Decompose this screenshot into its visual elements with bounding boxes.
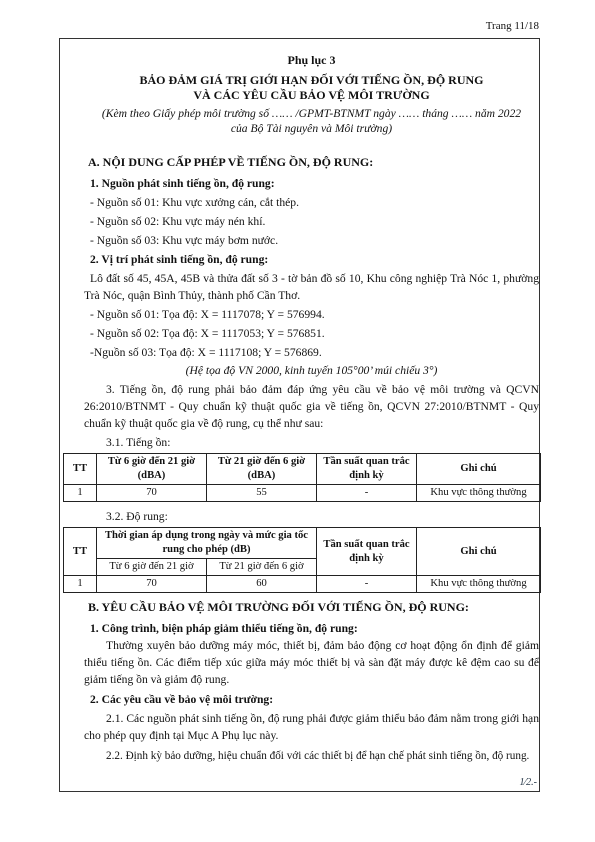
- th-note: Ghi chú: [417, 454, 541, 485]
- th-time-group: Thời gian áp dụng trong ngày và mức gia tốc rung cho phép (dB): [97, 528, 317, 559]
- b1-text: Thường xuyên bảo dưỡng máy móc, thiết bị, đảm bảo động cơ hoạt động ổn định để giảm thiểu tiếng ồn. Các điểm tiếp xúc giữa máy móc thiết bị và sàn đặt máy được kê đệm cao su để giảm tiếng ồn và giảm độ rung.: [84, 639, 539, 686]
- signature-mark: 1⁄2.-: [519, 777, 537, 788]
- cell-tt: 1: [64, 485, 97, 502]
- cell-frequency: -: [317, 485, 417, 502]
- a1-title: 1. Nguồn phát sinh tiếng ồn, độ rung:: [90, 177, 275, 190]
- b1-title: 1. Công trình, biện pháp giảm thiểu tiếng ồn, độ rung:: [90, 622, 358, 635]
- cell-note: Khu vực thông thường: [417, 485, 541, 502]
- vibration-table: [63, 527, 541, 593]
- a1-item: - Nguồn số 02: Khu vực máy nén khí.: [90, 215, 266, 228]
- table-row: [64, 485, 541, 502]
- section-b-heading: B. YÊU CẦU BẢO VỆ MÔI TRƯỜNG ĐỐI VỚI TIẾNG ỒN, ĐỘ RUNG:: [88, 600, 469, 614]
- b21-text: 2.1. Các nguồn phát sinh tiếng ồn, độ rung phải được giảm thiểu bảo đảm nằm trong giới hạn cho phép quy định tại Mục A Phụ lục này.: [84, 712, 539, 742]
- document-body: [72, 52, 539, 765]
- th-day: Từ 6 giờ đến 21 giờ (dBA): [97, 454, 207, 485]
- appendix-title: Phụ lục 3: [287, 53, 336, 67]
- attach-line1: (Kèm theo Giấy phép môi trường số …… /GPMT-BTNMT ngày …… tháng …… năm 2022: [101, 107, 522, 120]
- th-tt: TT: [64, 454, 97, 485]
- a2-coord: - Nguồn số 01: Tọa độ: X = 1117078; Y = 576994.: [90, 308, 325, 321]
- section-a-heading: A. NỘI DUNG CẤP PHÉP VỀ TIẾNG ỒN, ĐỘ RUNG:: [88, 155, 374, 169]
- cell-tt: 1: [64, 576, 97, 593]
- a2-coord: -Nguồn số 03: Tọa độ: X = 1117108; Y = 576869.: [90, 346, 322, 359]
- cell-day: 70: [97, 576, 207, 593]
- cell-frequency: -: [317, 576, 417, 593]
- th-night: Từ 21 giờ đến 6 giờ (dBA): [207, 454, 317, 485]
- cell-note: Khu vực thông thường: [417, 576, 541, 593]
- table-row: [64, 576, 541, 593]
- main-title-line2: VÀ CÁC YÊU CẦU BẢO VỆ MÔI TRƯỜNG: [193, 88, 430, 102]
- b22-text: 2.2. Định kỳ bảo dưỡng, hiệu chuẩn đối với các thiết bị để hạn chế phát sinh tiếng ồn, độ rung.: [106, 750, 530, 762]
- cell-night: 55: [207, 485, 317, 502]
- th-night: Từ 21 giờ đến 6 giờ: [207, 559, 317, 576]
- table-header-row: [64, 454, 541, 485]
- noise-table: [63, 453, 541, 502]
- a31-title: 3.1. Tiếng ồn:: [106, 436, 171, 449]
- a2-coord: - Nguồn số 02: Tọa độ: X = 1117053; Y = 576851.: [90, 327, 325, 340]
- attach-line2: của Bộ Tài nguyên và Môi trường): [230, 122, 393, 135]
- page-number: Trang 11/18: [485, 20, 539, 32]
- th-tt: TT: [64, 528, 97, 576]
- a1-item: - Nguồn số 03: Khu vực máy bơm nước.: [90, 234, 279, 247]
- th-frequency: Tần suất quan trắc định kỳ: [317, 454, 417, 485]
- th-note: Ghi chú: [417, 528, 541, 576]
- table-header-row: [64, 528, 541, 559]
- a2-title: 2. Vị trí phát sinh tiếng ồn, độ rung:: [90, 253, 269, 266]
- a1-item: - Nguồn số 01: Khu vực xưởng cán, cắt thép.: [90, 196, 299, 209]
- b2-title: 2. Các yêu cầu về bảo vệ môi trường:: [90, 693, 274, 706]
- a32-title: 3.2. Độ rung:: [106, 510, 168, 523]
- th-frequency: Tần suất quan trắc định kỳ: [317, 528, 417, 576]
- a3-text: 3. Tiếng ồn, độ rung phải bảo đảm đáp ứng yêu cầu về bảo vệ môi trường và QCVN 26:2010/BTNMT - Quy chuẩn kỹ thuật quốc gia về tiếng ồn, QCVN 27:2010/BTNMT - Quy chuẩn kỹ thuật quốc gia về độ rung, cụ thể như sau:: [84, 383, 539, 430]
- main-title-line1: BẢO ĐẢM GIÁ TRỊ GIỚI HẠN ĐỐI VỚI TIẾNG ỒN, ĐỘ RUNG: [139, 73, 484, 87]
- th-day: Từ 6 giờ đến 21 giờ: [97, 559, 207, 576]
- a2-location: Lô đất số 45, 45A, 45B và thửa đất số 3 - tờ bản đồ số 10, Khu công nghiệp Trà Nóc 1, phường Trà Nóc, quận Bình Thủy, thành phố Cần Thơ.: [84, 272, 539, 302]
- a2-coord-system: (Hệ tọa độ VN 2000, kinh tuyến 105°00’ múi chiếu 3°): [185, 364, 438, 377]
- cell-day: 70: [97, 485, 207, 502]
- cell-night: 60: [207, 576, 317, 593]
